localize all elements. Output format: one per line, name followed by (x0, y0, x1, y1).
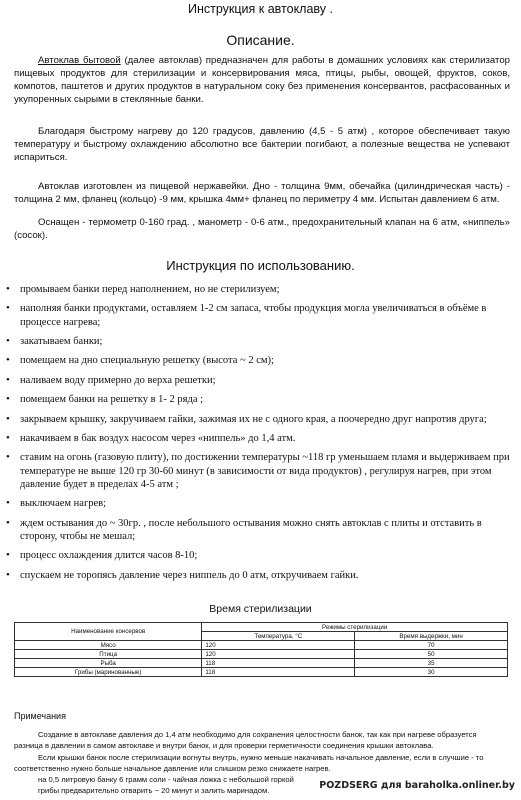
col-header-temp: Температура, °С (202, 632, 355, 641)
bullet-icon: • (6, 568, 10, 581)
autoclave-term: Автоклав бытовой (38, 55, 121, 66)
list-item (6, 549, 512, 562)
bullet-icon: • (6, 354, 10, 367)
list-item-text: ждем остывания до ~ 30гр. , после небольшого остывания можно снять автоклав с плиты и отставить в сторону, чтобы не мешал; (20, 517, 482, 542)
notes-line: Создание в автоклаве давления до 1,4 атм необходимо для сохранения целостности банок, так как при нагреве образуется (38, 730, 477, 739)
cell-time: 35 (355, 659, 508, 668)
notes-line: соответственно нужно больше начальное давление или слишком резко снижаете нагрев. (14, 763, 331, 773)
cell-time: 30 (355, 668, 508, 677)
watermark: POZDSERG для baraholka.onliner.by (316, 779, 518, 792)
list-item (6, 393, 512, 406)
cell-temp: 118 (202, 668, 355, 677)
list-item (6, 432, 512, 445)
bullet-icon: • (6, 302, 10, 315)
bullet-icon: • (6, 451, 10, 464)
table-row (15, 668, 508, 677)
description-paragraph-2-text: Благодаря быстрому нагреву до 120 градусов, давлению (4,5 - 5 атм) , которое обеспечивает такую температуру и быстрому охлаждению абсолютно все бактерии погибают, а полезные вещества не успевают испариться. (14, 126, 510, 163)
usage-list (6, 283, 512, 588)
cell-time: 50 (355, 650, 508, 659)
list-item (6, 517, 512, 543)
table-row (15, 650, 508, 659)
list-item (6, 413, 512, 426)
bullet-icon: • (6, 431, 10, 444)
table-header-row (15, 623, 508, 632)
description-paragraph-2 (14, 125, 510, 164)
list-item-text: процесс охлаждения длится часов 8-10; (20, 550, 198, 562)
list-item (6, 302, 512, 328)
list-item (6, 451, 512, 491)
description-paragraph-1 (14, 54, 510, 106)
cell-temp: 120 (202, 650, 355, 659)
cell-name: Птица (15, 650, 202, 659)
cell-time: 70 (355, 641, 508, 650)
bullet-icon: • (6, 412, 10, 425)
col-header-group: Режимы стерилизации (202, 623, 508, 632)
col-header-time: Время выдержки, мин (355, 632, 508, 641)
list-item-text: закатываем банки; (20, 335, 103, 347)
list-item (6, 569, 512, 582)
cell-name: Мясо (15, 641, 202, 650)
bullet-icon: • (6, 373, 10, 386)
list-item-text: наполняя банки продуктами, оставляем 1-2 см запаса, чтобы продукция могла увеличиваться в объёме в процессе нагрева; (20, 303, 487, 328)
bullet-icon: • (6, 549, 10, 562)
notes-line: на 0,5 литровую банку 6 грамм соли - чайная ложка с небольшой горкой (38, 775, 294, 785)
list-item-text: промываем банки перед наполнением, но не стерилизуем; (20, 284, 280, 295)
bullet-icon: • (6, 283, 10, 295)
table-row (15, 641, 508, 650)
description-paragraph-4 (14, 216, 510, 242)
list-item (6, 497, 512, 510)
sterilization-table-title: Время стерилизации (209, 603, 312, 615)
list-item-text: помещаем на дно специальную решетку (высота ~ 2 см); (20, 355, 274, 367)
description-paragraph-3-text: Автоклав изготовлен из пищевой нержавейки. Дно - толщина 9мм, обечайка (цилиндрическая часть) - толщина 2 мм, фланец (кольцо) -9 мм, крышка 4мм+ фланец по периметру 4 мм. Испытан давлением 6 атм. (14, 181, 510, 205)
sterilization-table (14, 622, 508, 677)
list-item-text: ставим на огонь (газовую плиту), по достижении температуры ~118 гр уменьшаем пламя и выдерживаем при температуре не выше 120 гр 30-60 минут (в зависимости от вида продуктов) , регулируя нагрев, при этом давление будет в пределах 4-5 атм ; (20, 452, 510, 490)
cell-name: Грибы (маринованные) (15, 668, 202, 677)
notes-line: грибы предварительно отварить ~ 20 минут и залить маринадом. (38, 786, 270, 796)
cell-temp: 120 (202, 641, 355, 650)
description-paragraph-3 (14, 180, 510, 206)
list-item-text: выключаем нагрев; (20, 498, 107, 510)
bullet-icon: • (6, 497, 10, 510)
list-item-text: накачиваем в бак воздух насосом через «ниппель» до 1,4 атм. (20, 432, 296, 444)
list-item (6, 354, 512, 367)
cell-temp: 118 (202, 659, 355, 668)
list-item (6, 374, 512, 387)
description-paragraph-4-text: Оснащен - термометр 0-160 град. , манометр - 0-6 атм., предохранительный клапан на 6 атм, «ниппель» (сосок). (14, 217, 510, 241)
cell-name: Рыба (15, 659, 202, 668)
table-row (15, 659, 508, 668)
list-item-text: спускаем не торопясь давление через ниппель до 0 атм, откручиваем гайки. (20, 569, 359, 581)
list-item (6, 335, 512, 348)
notes-line: разница в давлении в самом автоклаве и внутри банок, и для проверки герметичности соединения крышки автоклава. (14, 741, 434, 751)
list-item (6, 283, 512, 296)
list-item-text: закрываем крышку, закручиваем гайки, зажимая их не с одного края, а поочередно друг напротив друга; (20, 413, 487, 425)
notes-line: Если крышки банок после стерилизации вогнуты внутрь, нужно меньше накачивать начальное давление, если в случшие - то (38, 752, 484, 762)
description-paragraph-1-text: (далее автоклав) предназначен для работы в домашних условиях как стерилизатор пищевых продуктов для стерилизации и консервирования мяса, птицы, рыбы, овощей, фруктов, соков, компотов, паштетов и других продуктов в натуральном соку без применения консервантов, расфасованных и укупоренных сырыми в стеклянные банки. (14, 55, 510, 105)
document-title: Инструкция к автоклаву . (188, 2, 333, 16)
bullet-icon: • (6, 516, 10, 529)
notes-heading: Примечания (14, 711, 66, 721)
list-item-text: наливаем воду примерно до верха решетки; (20, 374, 216, 386)
usage-heading: Инструкция по использованию. (166, 258, 355, 273)
list-item-text: помещаем банки на решетку в 1- 2 ряда ; (20, 394, 204, 406)
bullet-icon: • (6, 393, 10, 406)
bullet-icon: • (6, 334, 10, 347)
description-heading: Описание. (226, 32, 295, 48)
col-header-name: Наименование консервов (15, 623, 202, 641)
